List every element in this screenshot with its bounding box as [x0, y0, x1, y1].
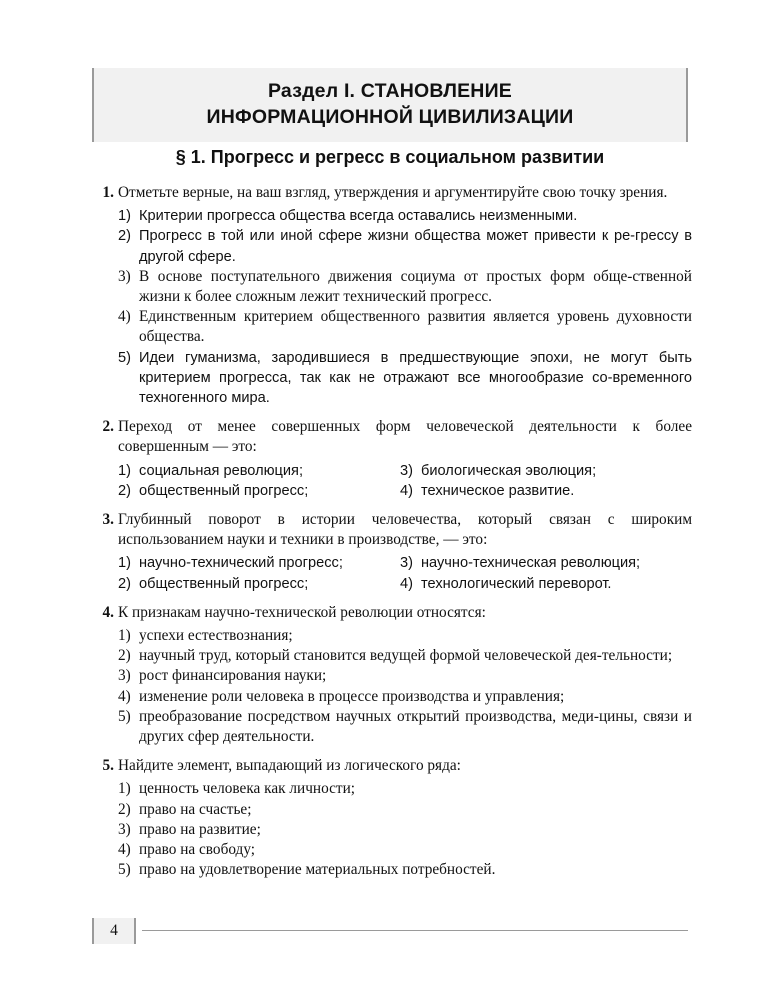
section-header-band	[92, 68, 688, 142]
option-marker: 2)	[118, 647, 131, 665]
option-list	[92, 626, 692, 747]
option-text: успехи естествознания;	[139, 627, 293, 645]
option-marker: 4)	[400, 482, 413, 499]
option-text: Прогресс в той или иной сфере жизни общества может привести к ре-грессу в другой сфере.	[139, 228, 692, 265]
option-item[interactable]	[118, 461, 400, 481]
option-item[interactable]	[118, 553, 400, 573]
question-text: Переход от менее совершенных форм человеческой деятельности к более совершенным — это:	[118, 418, 692, 456]
option-text: изменение роли человека в процессе производства и управления;	[139, 687, 565, 705]
option-text: научно-техническая революция;	[421, 555, 641, 572]
question	[92, 183, 692, 408]
option-item[interactable]	[118, 687, 692, 707]
question-number: 4.	[102, 603, 114, 621]
option-item[interactable]	[400, 481, 692, 501]
option-text: ценность человека как личности;	[139, 780, 356, 798]
option-text: техническое развитие.	[421, 482, 575, 499]
option-marker: 2)	[118, 575, 131, 592]
option-list	[92, 206, 692, 408]
page-number: 4	[110, 922, 118, 939]
option-text: биологическая эволюция;	[421, 462, 597, 479]
option-marker: 1)	[118, 208, 131, 225]
option-item[interactable]	[400, 553, 692, 573]
question	[92, 603, 692, 747]
option-marker: 4)	[118, 841, 131, 859]
option-marker: 1)	[118, 627, 131, 645]
option-marker: 3)	[400, 462, 413, 479]
option-marker: 5)	[118, 707, 131, 725]
option-item[interactable]	[118, 820, 692, 840]
option-item[interactable]	[118, 481, 400, 501]
option-item[interactable]	[400, 461, 692, 481]
option-marker: 2)	[118, 228, 131, 245]
option-marker: 2)	[118, 800, 131, 818]
option-text: научный труд, который становится ведущей формой человеческой дея-тельности;	[139, 647, 673, 665]
question-text: Глубинный поворот в истории человечества, который связан с широким использованием науки и техники в производстве, — это:	[118, 511, 692, 549]
page-number-box	[92, 918, 136, 944]
question-text-row	[92, 183, 692, 203]
option-marker: 4)	[400, 575, 413, 592]
option-text: общественный прогресс;	[139, 575, 309, 592]
option-text: право на свободу;	[139, 841, 256, 859]
option-list	[92, 779, 692, 880]
question-text-row	[92, 510, 692, 550]
option-item[interactable]	[118, 646, 692, 666]
option-text: рост финансирования науки;	[139, 667, 327, 685]
question	[92, 756, 692, 880]
option-text: право на счастье;	[139, 800, 252, 818]
footer-divider	[142, 930, 688, 931]
section-header-line-2: ИНФОРМАЦИОННОЙ ЦИВИЛИЗАЦИИ	[206, 106, 574, 128]
question-number: 5.	[102, 757, 114, 775]
option-item[interactable]	[118, 574, 400, 594]
option-list	[92, 553, 692, 593]
option-item[interactable]	[118, 840, 692, 860]
option-text: право на развитие;	[139, 820, 261, 838]
option-text: В основе поступательного движения социума от простых форм обще-ственной жизни к более сложным лежит технический прогресс.	[139, 267, 692, 306]
option-item[interactable]	[118, 307, 692, 347]
question-text: К признакам научно-технической революции относятся:	[118, 603, 486, 621]
option-item[interactable]	[118, 666, 692, 686]
option-text: Критерии прогресса общества всегда оставались неизменными.	[139, 208, 578, 225]
option-marker: 3)	[118, 820, 131, 838]
option-marker: 3)	[118, 667, 131, 685]
question-text: Отметьте верные, на ваш взгляд, утверждения и аргументируйте свою точку зрения.	[118, 184, 668, 201]
question-number: 3.	[102, 511, 114, 529]
option-item[interactable]	[118, 226, 692, 266]
option-item[interactable]	[118, 800, 692, 820]
option-text: технологический переворот.	[421, 575, 612, 592]
option-marker: 5)	[118, 861, 131, 879]
question	[92, 510, 692, 594]
paragraph-title: § 1. Прогресс и регресс в социальном развитии	[175, 147, 605, 167]
option-text: Единственным критерием общественного развития является уровень духовности общества.	[139, 308, 692, 346]
option-item[interactable]	[118, 206, 692, 226]
option-marker: 3)	[400, 555, 413, 572]
option-item[interactable]	[118, 348, 692, 409]
question-text-row	[92, 756, 692, 776]
option-marker: 4)	[118, 308, 131, 326]
option-list	[92, 461, 692, 501]
option-text: право на удовлетворение материальных потребностей.	[139, 861, 496, 879]
questions-container	[92, 183, 692, 890]
question-text: Найдите элемент, выпадающий из логического ряда:	[118, 757, 461, 775]
option-marker: 2)	[118, 482, 131, 499]
option-item[interactable]	[118, 707, 692, 747]
option-text: Идеи гуманизма, зародившиеся в предшествующие эпохи, не могут быть критерием прогресса, так как не отражают все многообразие со-временного техногенного мира.	[139, 349, 692, 407]
option-marker: 5)	[118, 349, 131, 366]
option-text: преобразование посредством научных открытий производства, меди-цины, связи и других сфер деятельности.	[139, 707, 692, 746]
question-text-row	[92, 417, 692, 457]
question-text-row	[92, 603, 692, 623]
option-marker: 1)	[118, 462, 131, 479]
question-number: 2.	[102, 418, 114, 436]
option-item[interactable]	[118, 779, 692, 799]
option-item[interactable]	[118, 860, 692, 880]
page-footer	[92, 918, 688, 948]
option-text: научно-технический прогресс;	[139, 555, 343, 572]
option-item[interactable]	[118, 626, 692, 646]
option-text: общественный прогресс;	[139, 482, 309, 499]
option-marker: 4)	[118, 687, 131, 705]
question	[92, 417, 692, 501]
option-marker: 1)	[118, 555, 131, 572]
option-text: социальная революция;	[139, 462, 304, 479]
option-item[interactable]	[400, 574, 692, 594]
option-marker: 1)	[118, 780, 131, 798]
option-item[interactable]	[118, 267, 692, 307]
section-header-line-1: Раздел I. СТАНОВЛЕНИЕ	[267, 80, 512, 102]
question-number: 1.	[102, 184, 114, 201]
option-marker: 3)	[118, 267, 131, 285]
